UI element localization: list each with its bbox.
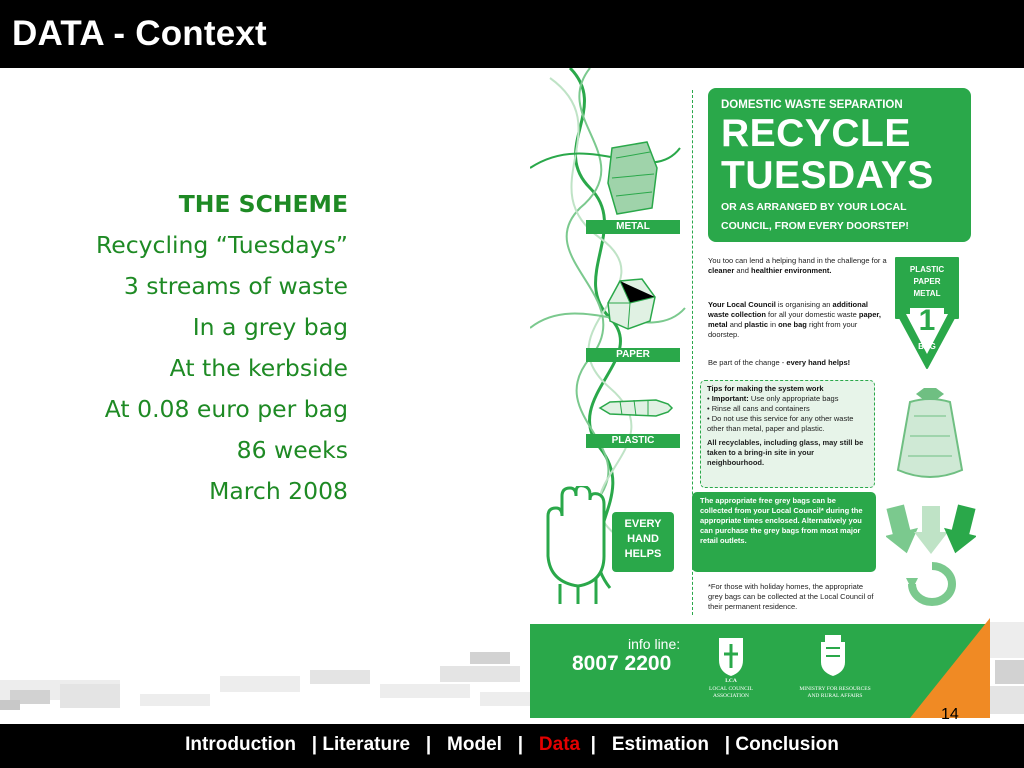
- tip-item: • Rinse all cans and containers: [707, 404, 810, 413]
- info-line-number: 8007 2200: [572, 652, 672, 675]
- stream-label-metal: METAL: [586, 220, 680, 234]
- slide-title: DATA - Context: [12, 14, 267, 53]
- tip-item: • Do not use this service for any other waste other than metal, paper and plastic.: [707, 414, 854, 433]
- poster-council-text: Your Local Council is organising an additional waste collection for all your domestic waste paper, metal and plastic in one bag right from your doorstep.: [708, 300, 882, 339]
- lca-shield-logo-icon: [716, 636, 746, 678]
- crushed-can-icon: [602, 138, 662, 218]
- orange-corner-graphic: [910, 618, 990, 718]
- nav-item-data[interactable]: Data: [538, 734, 581, 755]
- poster-subline: OR AS ARRANGED BY YOUR LOCAL: [721, 201, 907, 213]
- grey-bag-icon: [890, 386, 970, 486]
- scheme-line: At the kerbside: [169, 354, 348, 382]
- tips-box: [700, 380, 875, 488]
- hand-text-box: [612, 512, 674, 572]
- nav-item-literature[interactable]: Literature: [322, 734, 411, 755]
- lca-abbr: LCA: [725, 678, 737, 684]
- hand-text-line: HAND: [627, 533, 659, 545]
- scheme-heading: THE SCHEME: [178, 190, 348, 218]
- recycle-loop-icon: [902, 560, 962, 610]
- arrow-labels: PLASTIC PAPER METAL: [909, 265, 945, 298]
- scheme-line: At 0.08 euro per bag: [104, 395, 348, 423]
- nav-item-introduction[interactable]: Introduction: [185, 734, 296, 755]
- tips-title: Tips for making the system work: [707, 384, 824, 393]
- nav-item-conclusion[interactable]: Conclusion: [735, 734, 839, 755]
- title-bar: [0, 0, 1024, 68]
- nav-item-estimation[interactable]: Estimation: [611, 734, 709, 755]
- tip-item: • Important: Use only appropriate bags: [707, 394, 839, 403]
- hand-text-line: HELPS: [624, 548, 662, 560]
- info-line-label: info line:: [628, 636, 681, 652]
- scheme-line: Recycling “Tuesdays”: [95, 231, 348, 259]
- plastic-bottle-icon: [596, 388, 676, 428]
- bags-info-box: The appropriate free grey bags can be collected from your Local Council* during the appropriate times enclosed. Alternatively you can purchase the grey bags from most major retail outlets.: [692, 492, 876, 572]
- three-arrows-icon: [886, 502, 976, 562]
- stream-label-paper: PAPER: [586, 348, 680, 362]
- poster-intro: You too can lend a helping hand in the challenge for a cleaner and healthier environment.: [708, 256, 887, 275]
- poster-kicker: DOMESTIC WASTE SEPARATION: [721, 99, 903, 111]
- bag-number: 1: [918, 304, 936, 337]
- stream-label-plastic: PLASTIC: [586, 434, 680, 448]
- crumpled-paper-icon: [600, 273, 660, 333]
- ministry-crest-logo-icon: [816, 634, 850, 676]
- nav-item-model[interactable]: Model: [447, 734, 502, 755]
- scheme-line: 86 weeks: [236, 436, 348, 464]
- poster-headline: RECYCLE: [721, 112, 911, 155]
- glass-note: All recyclables, including glass, may still be taken to a bring-in site in your neighbourhood.: [707, 438, 864, 467]
- scheme-line: In a grey bag: [192, 313, 348, 341]
- poster-change-text: Be part of the change - every hand helps!: [708, 358, 851, 367]
- scheme-line: March 2008: [209, 477, 348, 505]
- section-navigation: Introduction | Literature | Model | Data | Estimation | Conclusion: [185, 734, 839, 755]
- page-number: 14: [941, 706, 959, 723]
- holiday-note: *For those with holiday homes, the appropriate grey bags can be collected at the Local Council of their permanent residence.: [708, 582, 874, 611]
- ministry-caption: MINISTRY FOR RESOURCES AND RURAL AFFAIRS: [799, 686, 871, 699]
- scheme-text: [96, 184, 348, 512]
- poster-hero-box: [708, 88, 971, 242]
- lca-caption: LOCAL COUNCIL ASSOCIATION: [709, 686, 753, 699]
- poster-subline: COUNCIL, FROM EVERY DOORSTEP!: [721, 220, 909, 232]
- bag-label: BAG: [918, 342, 936, 351]
- scheme-line: 3 streams of waste: [123, 272, 348, 300]
- poster-headline: TUESDAYS: [721, 154, 934, 197]
- hand-text-line: EVERY: [624, 518, 662, 530]
- recycle-tuesdays-poster: [530, 68, 990, 718]
